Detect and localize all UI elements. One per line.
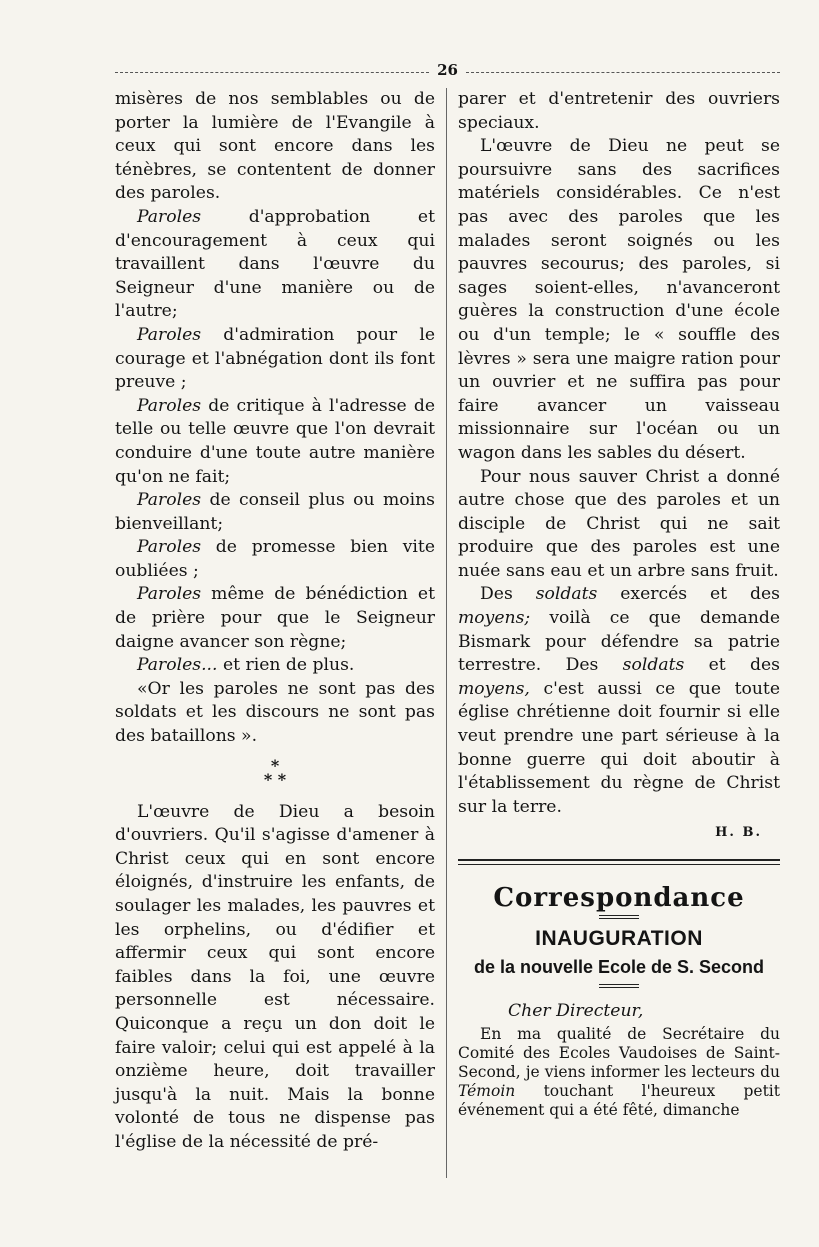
text-run: c'est aussi ce que toute église chrétienne doit fournir si elle veut prendre une part sérieuse à la bonne guerre qui doit aboutir à l'établissement du règne de Christ sur la terre. [458,678,780,817]
text-run: En ma qualité de Secrétaire du Comité des Ecoles Vaudoises de Saint-Second, je viens informer les lecteurs du [458,1025,780,1082]
text-run: Des [480,584,536,605]
paragraph: parer et d'entretenir des ouvriers speciaux. [458,89,780,133]
paroles-item [115,583,435,654]
title-rule [599,915,639,919]
item-lead: Paroles [137,206,202,227]
item-text: même de bénédiction et de prière pour que le Seigneur daigne avancer son règne; [115,584,435,652]
quote-paragraph: «Or les paroles ne sont pas des soldats et les discours ne sont pas des bataillons ». [115,678,435,747]
item-text: d'admiration pour le courage et l'abnégation dont ils font preuve ; [115,324,435,393]
item-text: et rien de plus. [217,655,355,676]
paragraph: Pour nous sauver Christ a donné autre chose que des paroles et un disciple de Christ qui ne sait produire que des paroles est une nuée sans eau et un arbre sans fruit. [458,466,780,581]
item-text: d'approbation et d'encouragement à ceux qui travaillent dans l'œuvre du Seigneur d'une manière ou de l'autre; [115,206,435,322]
column-divider [446,88,447,1178]
page-header [115,60,780,80]
text-run: exercés et des [597,584,780,605]
item-lead: Paroles [137,490,202,511]
article-subtitle: de la nouvelle Ecole de S. Second [473,957,765,978]
emphasis: moyens; [458,608,531,629]
paragraph-bismark [458,583,780,819]
emphasis: soldats [535,584,598,605]
paroles-item [115,395,435,489]
text-run: touchant l'heureux petit événement qui a été fêté, dimanche [458,1082,780,1120]
item-text: de promesse bien vite oubliées ; [115,537,435,581]
star-bottom: * * [263,769,287,789]
item-lead: Paroles [137,324,202,345]
paragraph: misères de nos semblables ou de porter la lumière de l'Evangile à ceux qui sont encore dans les ténèbres, se contentent de donner des paroles. [115,89,435,204]
text-run: et des [684,655,780,676]
text-run: voilà ce que demande Bismark pour défendre sa patrie terrestre. Des [458,608,780,676]
paragraph: L'œuvre de Dieu ne peut se poursuivre sans des sacrifices matériels considérables. Ce n'est pas avec des paroles que les malades seront soignés ou les pauvres secourus; des paroles, si sages soient-elles, n'avanceront guères la construction d'une école ou d'un temple; le « souffle des lèvres » sera une maigre ration pour un ouvrier et ne suffira pas pour faire avancer un vaisseau missionnaire sur l'océan ou un wagon dans les sables du désert. [458,136,780,463]
author-signature: H. B. [715,825,762,841]
left-column [115,88,435,1155]
paragraph [458,1025,780,1120]
item-lead: Paroles [137,537,202,558]
right-column [458,88,780,1120]
section-double-rule [458,859,780,865]
header-rule-left [115,72,429,73]
star-top: * [270,755,280,775]
article-title: INAUGURATION [535,926,703,950]
paroles-item [115,489,435,536]
header-rule-right [466,72,780,73]
salutation: Cher Directeur, [508,1000,644,1021]
emphasis: moyens, [458,678,530,699]
subtitle-rule [599,984,639,988]
emphasis: soldats [622,655,685,676]
item-lead: Paroles [137,395,202,416]
paroles-item [115,536,435,583]
paragraph: L'œuvre de Dieu a besoin d'ouvriers. Qu'il s'agisse d'amener à Christ ceux qui en sont encore éloignés, d'instruire les enfants, de soulager les malades, les pauvres et les orphelins, ou d'édifier et affermir ceux qui sont encore faibles dans la foi, une œuvre personnelle est nécessaire. Quiconque a reçu un don doit le faire valoir; celui qui est appelé à la onzième heure, doit travailler jusqu'à la nuit. Mais la bonne volonté de tous ne dispense pas l'église de la nécessité de pré- [115,801,435,1152]
emphasis: Témoin [458,1082,516,1101]
section-title: Correspondance [493,883,745,913]
paroles-item [115,206,435,324]
page-number: 26 [437,61,458,79]
item-text: de conseil plus ou moins bienveillant; [115,490,435,534]
item-lead: Paroles [137,584,202,605]
item-lead: Paroles... [137,655,218,676]
section-separator-stars [115,755,435,789]
paroles-item [115,324,435,395]
paroles-item [115,654,435,678]
item-text: de critique à l'adresse de telle ou telle œuvre que l'on devrait conduire d'une toute autre manière qu'on ne fait; [115,395,435,487]
